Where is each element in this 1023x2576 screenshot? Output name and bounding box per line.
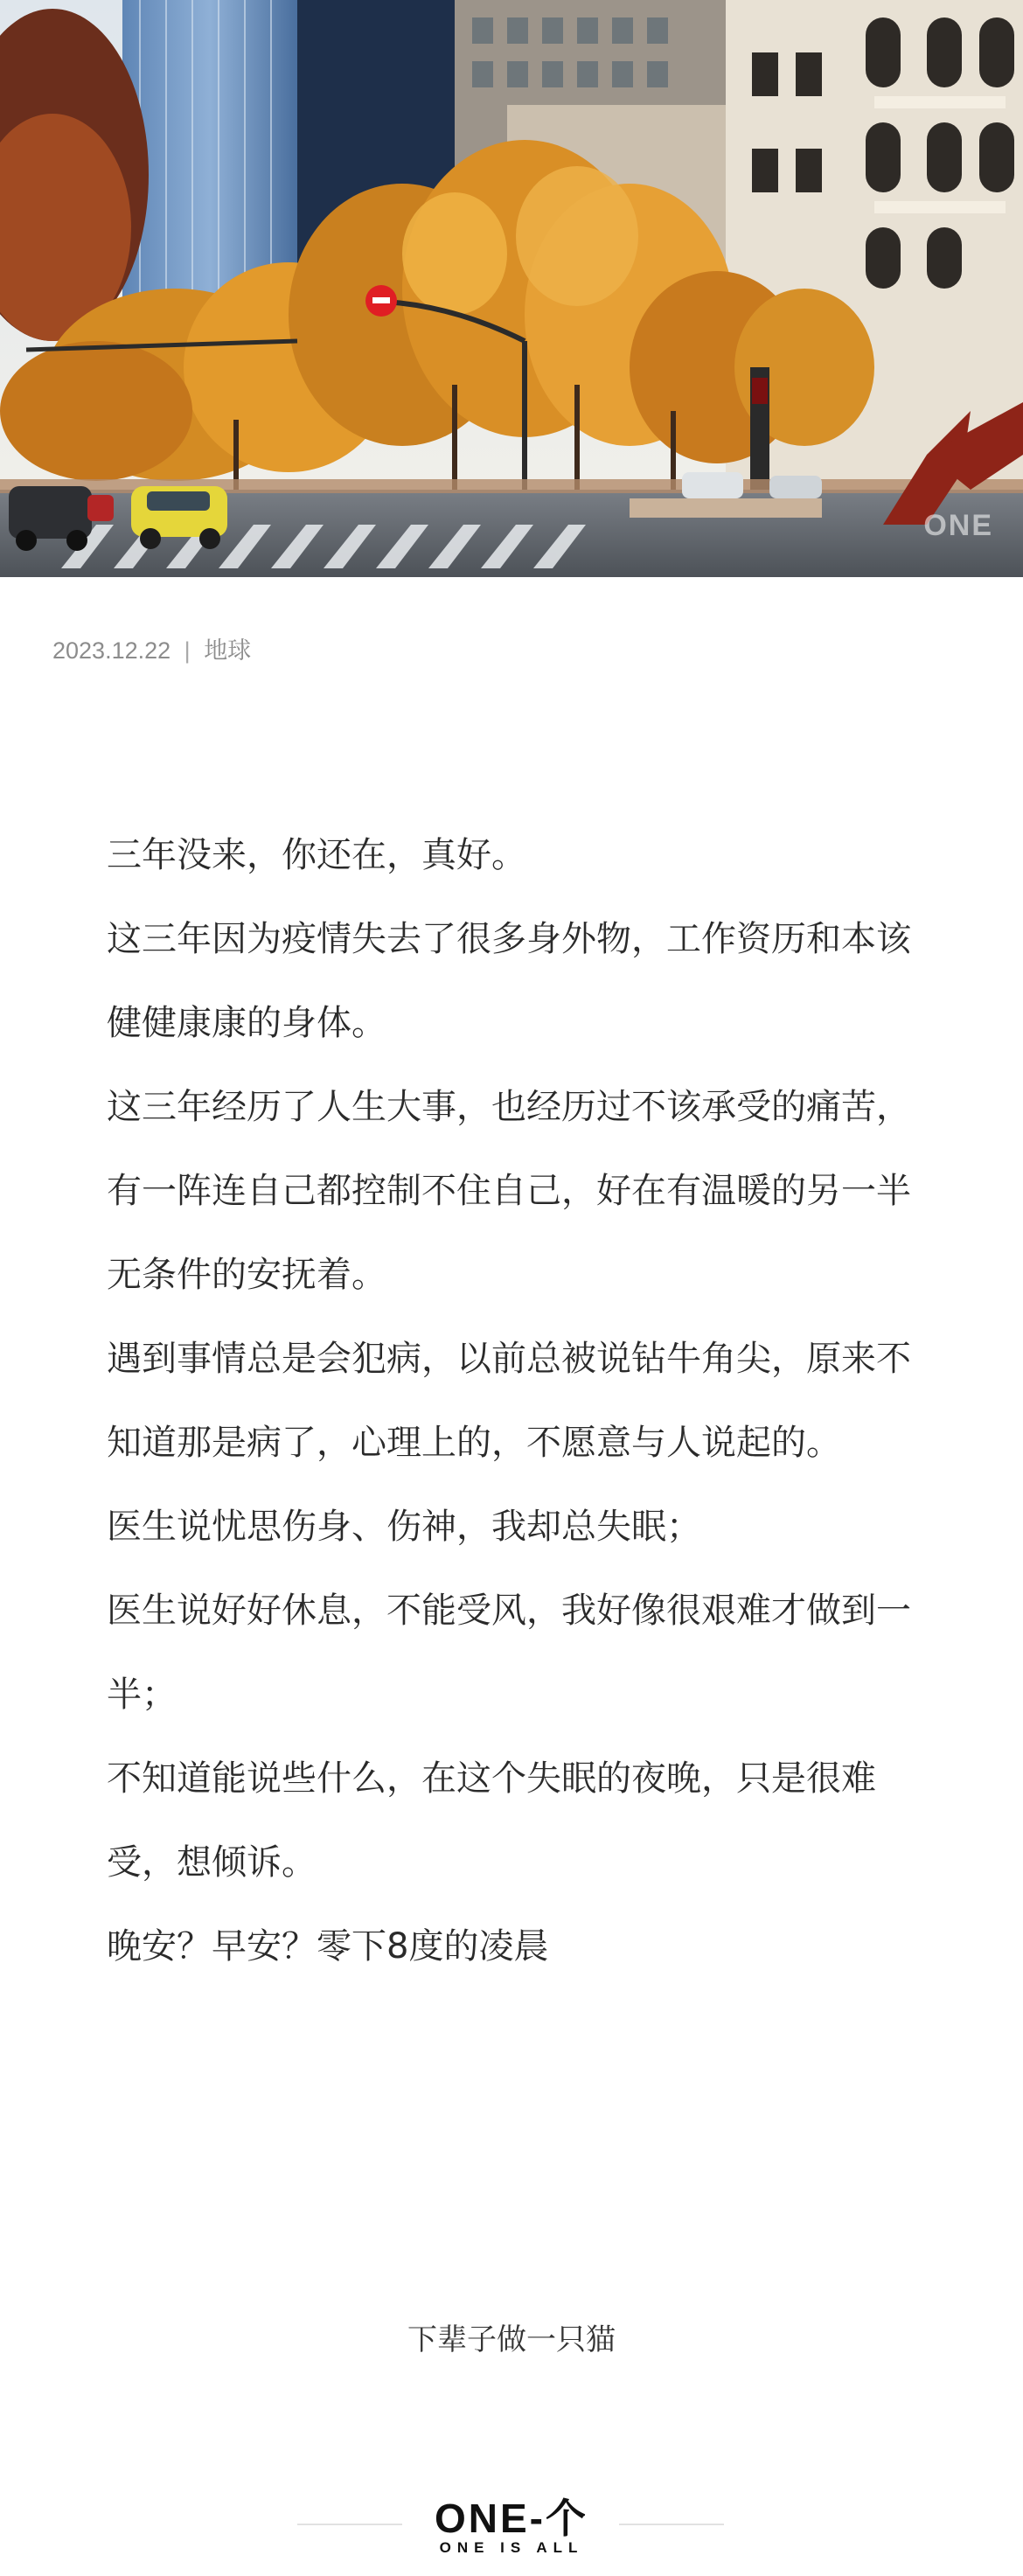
article-paragraph: 遇到事情总是会犯病，以前总被说钻牛角尖，原来不知道那是病了，心理上的，不愿意与人说起的。 — [107, 1339, 911, 1463]
article-paragraph: 三年没来，你还在，真好。 — [107, 835, 526, 875]
post-location: 地球 — [204, 637, 252, 664]
footer — [0, 2483, 1023, 2562]
post-meta — [52, 631, 251, 665]
post-date: 2023.12.22 — [52, 637, 171, 664]
autumn-street-photo — [0, 0, 1023, 577]
article-paragraph: 不知道能说些什么，在这个失眠的夜晚，只是很难受，想倾诉。 — [107, 1758, 876, 1883]
logo-tagline: ONE IS ALL — [439, 2539, 584, 2556]
article-body — [107, 813, 911, 1988]
article-paragraph: 这三年经历了人生大事，也经历过不该承受的痛苦，有一阵连自己都控制不住自己，好在有温暖的另一半无条件的安抚着。 — [107, 1087, 911, 1295]
article-paragraph: 晚安？早安？零下8度的凌晨 — [107, 1926, 549, 1967]
article-paragraph: 医生说忧思伤身、伤神，我却总失眠； — [107, 1507, 701, 1547]
meta-separator: | — [184, 637, 191, 664]
one-logo: ONE-个 — [435, 2496, 588, 2541]
hero-image — [0, 0, 1023, 577]
author-signature: 下辈子做一只猫 — [407, 2322, 616, 2357]
hero-watermark: ONE — [923, 509, 993, 542]
article-paragraph: 这三年因为疫情失去了很多身外物，工作资历和本该健健康康的身体。 — [107, 919, 911, 1043]
article-paragraph: 医生说好好休息，不能受风，我好像很艰难才做到一半； — [107, 1591, 911, 1715]
